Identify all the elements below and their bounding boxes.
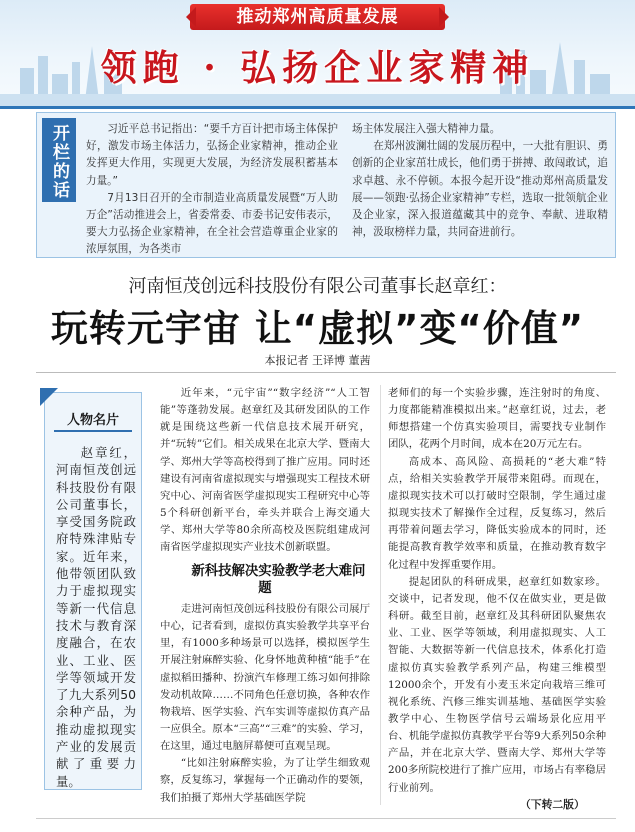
banner-divider: [0, 106, 635, 109]
intro-paragraph: 在郑州波澜壮阔的发展历程中，一大批有胆识、勇创新的企业家茁壮成长，他们勇于拼搏、敢闯敢试，追求卓越、永不停顿。本报今起开设“推动郑州高质量发展——领跑·弘扬企业家精神”专栏，选取一批领航企业及企业家，深入报道蕴藏其中的竞争、奉献、进取精神，汲取榜样力量，共同奋进前行。: [352, 140, 608, 239]
intro-right-column: [352, 121, 608, 241]
article-byline: 本报记者 王译博 董茜: [264, 354, 371, 367]
article-paragraph: “比如注射麻醉实验，为了让学生细致观察，反复练习，掌握每一个正确动作的要领，我们拍摄了郑州大学基础医学院: [160, 757, 370, 804]
intro-paragraph: 7月13日召开的全市制造业高质量发展暨“万人助万企”活动推进会上，省委常委、市委书记安伟表示，要大力弘扬企业家精神，在全社会营造尊重企业家的浓厚氛围，为各类市: [86, 191, 338, 256]
article-column-right: [388, 385, 606, 797]
article-paragraph: 走进河南恒茂创远科技股份有限公司展厅中心，记者看到，虚拟仿真实验教学共享平台里，有1000多种场景可以选择，模拟医学生开展注射麻醉实验、化身怀地黄种植“能手”在虚拟稻田播种、扮演汽车修理工练习如何排除发动机故障……不同角色任意切换，各种农作物栽培、医学实验、汽车实训等虚拟仿真产品一应俱全。原本“三高”“三难”的实验、学习，在这里，通过电脑屏幕便可直观呈现。: [160, 602, 370, 753]
banner-header: [0, 0, 635, 108]
article-paragraph: 高成本、高风险、高损耗的“老大难”特点，给相关实验教学开展带来阻碍。而现在，虚拟现实技术可以打破时空限制，学生通过虚拟现实技术了解操作全过程，反复练习，然后再带着问题去学习，降低实验成本的同时，还能提高教育教学效率和质量，在推动教育数字化过程中发挥重要作用。: [388, 455, 606, 571]
article-paragraph: 老师们的每一个实验步骤，连注射时的角度、力度都能精准模拟出来。”赵章红说，过去，老师想搭建一个仿真实验项目，需要找专业制作团队，花两个月时间，成本在20万元左右。: [388, 387, 606, 451]
banner-title: 领跑 · 弘扬企业家精神: [100, 47, 535, 89]
banner-ribbon: 推动郑州高质量发展: [190, 4, 445, 30]
article-headline: 玩转元宇宙 让“虚拟”变“价值”: [50, 307, 585, 350]
continued-note: （下转二版）: [520, 798, 585, 811]
article-paragraph: 近年来，“元宇宙”“数字经济”“人工智能”等蓬勃发展。赵章红及其研发团队的工作就是围绕这些新一代信息技术展开研究，并“玩转”它们。相关成果在北京大学、暨南大学、郑州大学等高校得到了推广应用。同时还建设有河南省虚拟现实与增强现实工程技术研究中心、河南省医学虚拟现实工程研究中心等5个科研创新平台，牵头并联合上海交通大学、郑州大学等80余所高校及医院组建成河南省医学虚拟现实产业技术创新联盟。: [160, 387, 370, 554]
column-divider: [380, 385, 381, 805]
section-heading: 新科技解决实验教学老大难问题: [191, 563, 366, 596]
article-subtitle: 河南恒茂创远科技股份有限公司董事长赵章红：: [128, 276, 507, 297]
intro-paragraph: 场主体发展注入强大精神力量。: [352, 123, 501, 135]
profile-title: 人物名片: [54, 410, 132, 432]
article-column-middle: [160, 385, 370, 807]
intro-tag: 开栏的话: [42, 118, 76, 202]
profile-corner-decoration: [40, 388, 58, 406]
headline-divider: [36, 372, 616, 373]
intro-paragraph: 习近平总书记指出：“要千方百计把市场主体保护好，激发市场主体活力，弘扬企业家精神，推动企业发挥更大作用，实现更大发展，为经济发展积蓄基本力量。”: [86, 123, 338, 187]
profile-text: 赵章红，河南恒茂创远科技股份有限公司董事长，享受国务院政府特殊津贴专家。近年来，他带领团队致力于虚拟现实等新一代信息技术与教育深度融合，在农业、工业、医学等领域开发了九大系列50余种产品，为推动虚拟现实产业的发展贡献了重要力量。: [56, 445, 136, 789]
article-paragraph: 提起团队的科研成果，赵章红如数家珍。交谈中，记者发现，他不仅在做实业，更是做科研。截至目前，赵章红及其科研团队聚焦农业、工业、医学等领域，利用虚拟现实、人工智能、大数据等新一代信息技术，体系化打造虚拟仿真实验教学系列产品，构建三维模型12000余个，开发有小麦玉米定向栽培三维可视化系统、汽修三维实训基地、基础医学实验教学中心、生物医学信号云端场景化应用平台、机能学虚拟仿真教学平台等9大系列50余种产品，并在北京大学、暨南大学、郑州大学等200多所院校进行了推广应用，市场占有率稳居行业前列。: [388, 575, 606, 794]
intro-left-column: [86, 121, 338, 259]
bottom-divider: [36, 818, 616, 819]
